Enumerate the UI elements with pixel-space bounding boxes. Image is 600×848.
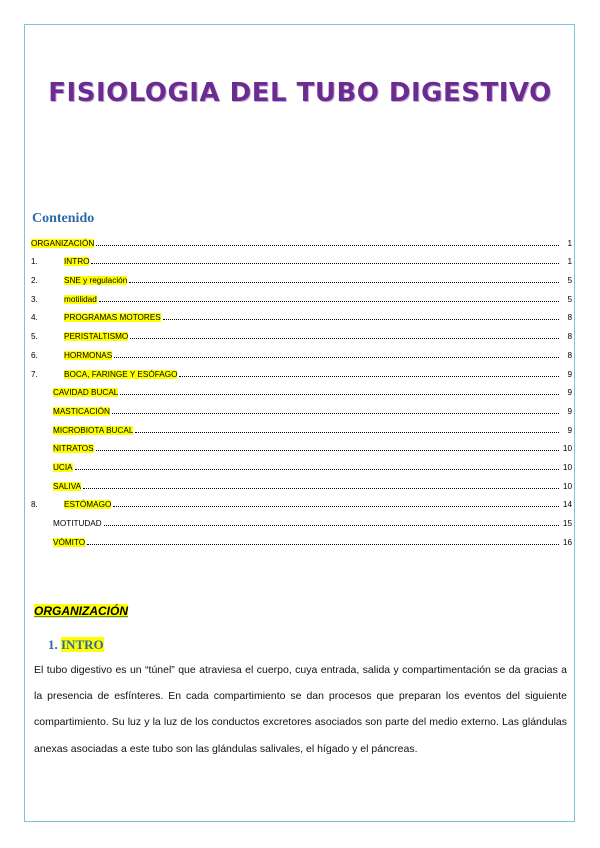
toc-entry[interactable] [31, 304, 572, 323]
toc-entry-label: PERISTALTISMO [64, 332, 129, 342]
toc-entry-label: NITRATOS [53, 444, 94, 454]
toc-entry-number: 5. [31, 332, 38, 342]
subsection-title: INTRO [61, 637, 104, 652]
toc-entry-number: 1. [31, 257, 38, 267]
toc-leader-dots [83, 487, 559, 489]
toc-entry-label: VÓMITO [53, 537, 86, 547]
toc-entry-page: 5 [567, 294, 572, 304]
toc-entry-label: PROGRAMAS MOTORES [64, 313, 161, 323]
toc-entry[interactable] [31, 285, 572, 304]
toc-entry-label: SALIVA [53, 481, 82, 491]
toc-entry-page: 9 [567, 406, 572, 416]
section-heading-text: ORGANIZACIÓN [34, 604, 128, 618]
toc-entry-page: 8 [567, 350, 572, 360]
toc-entry-label: SNE y regulación [64, 276, 128, 286]
toc-entry-label: MICROBIOTA BUCAL [53, 425, 134, 435]
toc-entry[interactable] [31, 229, 572, 248]
toc-entry-page: 14 [562, 500, 572, 510]
toc-entry-page: 9 [567, 369, 572, 379]
toc-leader-dots [96, 449, 559, 451]
toc-leader-dots [104, 524, 559, 526]
toc-entry[interactable] [31, 453, 572, 472]
toc-entry-page: 10 [562, 444, 572, 454]
toc-leader-dots [112, 412, 559, 414]
toc-leader-dots [87, 543, 559, 545]
toc-entry[interactable] [31, 248, 572, 267]
intro-paragraph: El tubo digestivo es un “túnel” que atraviesa el cuerpo, cuya entrada, salida y compartimentación se da gracias a la presencia de esfínteres. En cada compartimiento se dan procesos que preparan los eventos del siguiente compartimiento. Su luz y la luz de los conductos excretores asociados son parte del medio externo. Las glándulas anexas asociadas a este tubo son las glándulas salivales, el hígado y el páncreas. [34, 664, 567, 755]
toc-entry[interactable] [31, 341, 572, 360]
toc-leader-dots [113, 505, 559, 507]
table-of-contents [31, 229, 572, 547]
toc-entry-page: 10 [562, 481, 572, 491]
toc-leader-dots [163, 318, 559, 320]
toc-entry[interactable] [31, 472, 572, 491]
toc-leader-dots [130, 337, 559, 339]
toc-entry-label: ORGANIZACIÓN [31, 238, 95, 248]
toc-leader-dots [91, 262, 559, 264]
toc-entry-number: 7. [31, 369, 38, 379]
toc-entry[interactable] [31, 360, 572, 379]
toc-entry[interactable] [31, 528, 572, 547]
toc-entry-page: 16 [562, 537, 572, 547]
toc-entry[interactable] [31, 491, 572, 510]
toc-entry-label: CAVIDAD BUCAL [53, 388, 119, 398]
toc-leader-dots [99, 300, 559, 302]
toc-entry-page: 10 [562, 462, 572, 472]
toc-leader-dots [114, 356, 559, 358]
toc-entry-page: 15 [562, 519, 572, 528]
toc-entry[interactable] [31, 416, 572, 435]
toc-heading: Contenido [32, 211, 95, 226]
toc-entry-page: 1 [567, 257, 572, 267]
toc-entry-number: 6. [31, 350, 38, 360]
toc-entry-label: INTRO [64, 257, 90, 267]
toc-entry-label: HORMONAS [64, 350, 113, 360]
document-title: FISIOLOGIA DEL TUBO DIGESTIVO [48, 78, 552, 108]
toc-entry-page: 9 [567, 388, 572, 398]
toc-entry-page: 1 [567, 238, 572, 248]
toc-entry-number: 2. [31, 276, 38, 286]
toc-entry-page: 5 [567, 276, 572, 286]
toc-leader-dots [75, 468, 559, 470]
toc-entry-number: 8. [31, 500, 38, 510]
toc-entry-page: 8 [567, 332, 572, 342]
toc-entry-number: 3. [31, 294, 38, 304]
subsection-number: 1. [48, 637, 58, 652]
toc-entry-number: 4. [31, 313, 38, 323]
toc-entry-page: 8 [567, 313, 572, 323]
toc-entry-label: motilidad [64, 294, 97, 304]
toc-entry-label: MOTITUDAD [53, 519, 102, 528]
toc-leader-dots [135, 431, 559, 433]
toc-leader-dots [96, 244, 559, 246]
toc-leader-dots [179, 375, 559, 377]
toc-leader-dots [129, 281, 559, 283]
toc-entry[interactable] [31, 322, 572, 341]
toc-entry-label: UCIA [53, 462, 73, 472]
toc-entry[interactable] [31, 266, 572, 285]
toc-entry-page: 9 [567, 425, 572, 435]
subsection-heading [48, 637, 104, 653]
section-heading [34, 604, 128, 618]
toc-entry[interactable] [31, 435, 572, 454]
toc-entry[interactable] [31, 379, 572, 398]
toc-entry[interactable] [31, 397, 572, 416]
toc-leader-dots [120, 393, 559, 395]
toc-entry-label: ESTÓMAGO [64, 500, 112, 510]
toc-entry-label: BOCA, FARINGE Y ESÓFAGO [64, 369, 178, 379]
toc-entry-label: MASTICACIÓN [53, 406, 110, 416]
toc-entry[interactable] [31, 509, 572, 528]
